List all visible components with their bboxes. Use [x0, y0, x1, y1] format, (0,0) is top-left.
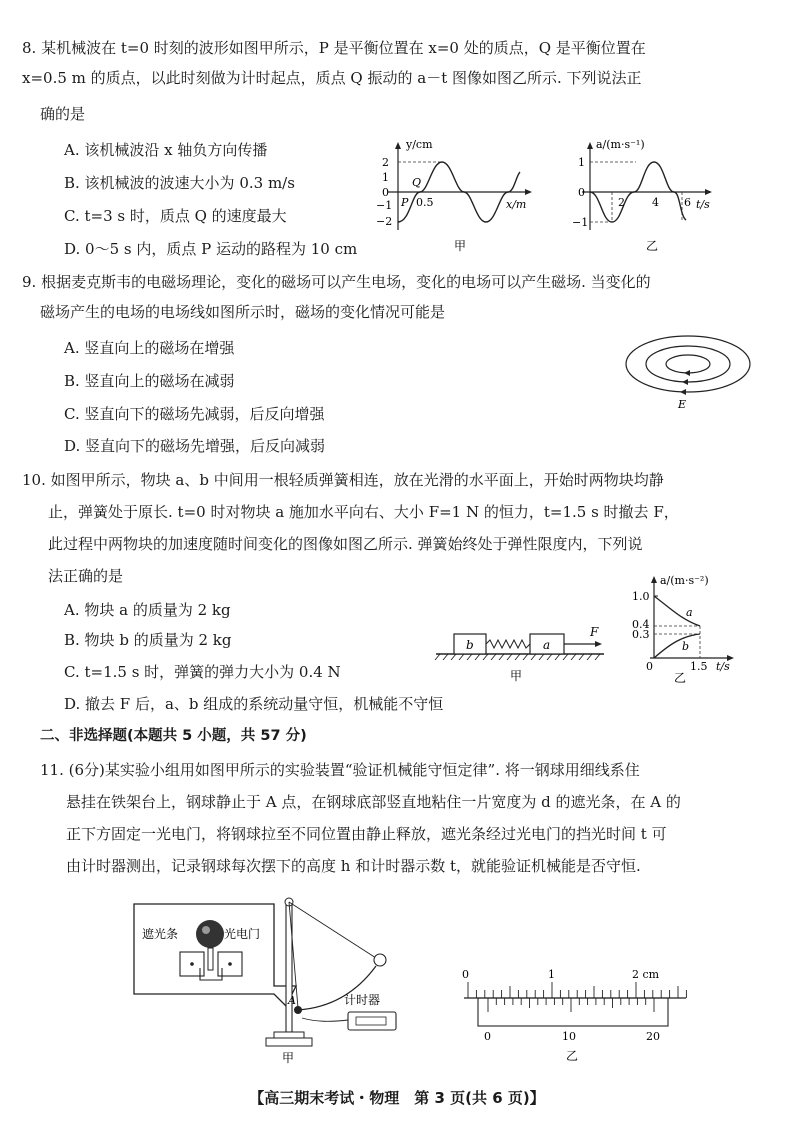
timer-label: 计时器	[344, 993, 381, 1007]
q8-stem-line1: 8. 某机械波在 t=0 时刻的波形如图甲所示，P 是平衡位置在 x=0 处的质点，Q 是平衡位置在	[22, 39, 646, 57]
q8-at-graph	[566, 136, 736, 256]
svg-text:0: 0	[578, 186, 585, 199]
q10-option-c[interactable]: C. t=1.5 s 时，弹簧的弹力大小为 0.4 N	[64, 663, 341, 681]
svg-text:0.5: 0.5	[416, 196, 434, 209]
svg-text:4: 4	[652, 196, 659, 209]
q10-stem-line1: 10. 如图甲所示，物块 a、b 中间用一根轻质弹簧相连，放在光滑的水平面上，开始时两物块均静	[22, 471, 664, 489]
q8-option-c[interactable]: C. t=3 s 时，质点 Q 的速度最大	[64, 207, 287, 225]
q8-wave-xlabel: x/m	[506, 198, 527, 211]
svg-text:1: 1	[578, 156, 585, 169]
block-a-label: a	[543, 638, 551, 652]
q9-field-line-figure	[622, 330, 762, 412]
q10-blocks-caption: 甲	[510, 669, 523, 683]
q11-stem-line4: 由计时器测出，记录钢球每次摆下的高度 h 和计时器示数 t，就能验证机械能是否守恒.	[66, 857, 641, 875]
q8-stem-line3: 确的是	[40, 105, 86, 123]
q11-apparatus-caption: 甲	[282, 1051, 295, 1065]
q11-stem-line1: 11. (6分)某实验小组用如图甲所示的实验装置“验证机械能守恒定律”. 将一钢球用细线系住	[40, 761, 640, 779]
q10-at-xlabel: t/s	[716, 660, 730, 673]
svg-text:−1: −1	[572, 216, 589, 229]
point-q-label: Q	[412, 176, 422, 189]
q9-option-a[interactable]: A. 竖直向上的磁场在增强	[64, 339, 235, 357]
svg-text:−2: −2	[376, 215, 393, 228]
svg-text:1: 1	[382, 171, 389, 184]
q10-at-ylabel: a/(m·s⁻²)	[660, 574, 709, 587]
q9-option-c[interactable]: C. 竖直向下的磁场先减弱，后反向增强	[64, 405, 325, 423]
svg-text:0: 0	[462, 968, 469, 981]
svg-text:0: 0	[484, 1030, 491, 1043]
q8-wave-graph	[368, 136, 538, 256]
svg-text:2: 2	[382, 156, 389, 169]
point-a-label: A	[288, 994, 296, 1007]
q9-stem-line2: 磁场产生的电场的电场线如图所示时，磁场的变化情况可能是	[40, 303, 446, 321]
q9-stem-line1: 9. 根据麦克斯韦的电磁场理论，变化的磁场可以产生电场，变化的电场可以产生磁场. 当变化的	[22, 273, 651, 291]
point-p-label: P	[401, 196, 409, 209]
curve-b-label: b	[682, 640, 690, 653]
q8-at-caption: 乙	[646, 239, 659, 253]
q10-at-graph	[630, 572, 750, 685]
svg-text:6: 6	[684, 196, 691, 209]
svg-text:0.4: 0.4	[632, 618, 650, 631]
svg-text:20: 20	[646, 1030, 660, 1043]
q10-at-caption: 乙	[674, 671, 687, 685]
electric-field-label: E	[678, 398, 687, 411]
photogate-label: 光电门	[224, 927, 261, 941]
q9-option-d[interactable]: D. 竖直向下的磁场先增强，后反向减弱	[64, 437, 326, 455]
svg-text:2: 2	[618, 196, 625, 209]
q8-stem-line2: x=0.5 m 的质点，以此时刻做为计时起点，质点 Q 振动的 a－t 图像如图乙所示. 下列说法正	[22, 69, 642, 87]
q10-stem-line2: 止，弹簧处于原长. t=0 时对物块 a 施加水平向右、大小 F=1 N 的恒力，t=1.5 s 时撤去 F，	[48, 503, 679, 521]
q11-stem-line2: 悬挂在铁架台上，钢球静止于 A 点，在钢球底部竖直地粘住一片宽度为 d 的遮光条，在 A 的	[66, 793, 681, 811]
q11-apparatus-figure	[126, 886, 456, 1066]
svg-text:1.0: 1.0	[632, 590, 650, 603]
force-label: F	[590, 625, 599, 639]
q8-option-d[interactable]: D. 0～5 s 内，质点 P 运动的路程为 10 cm	[64, 240, 358, 258]
page-footer: 【高三期末考试・物理 第 3 页(共 6 页)】	[249, 1089, 545, 1107]
section-2-heading: 二、非选择题(本题共 5 小题，共 57 分)	[40, 728, 307, 744]
q8-wave-ylabel: y/cm	[406, 138, 433, 151]
block-b-label: b	[466, 638, 474, 652]
q11-vernier-figure	[454, 964, 694, 1064]
q10-option-b[interactable]: B. 物块 b 的质量为 2 kg	[64, 631, 232, 649]
q11-vernier-caption: 乙	[566, 1049, 579, 1063]
svg-text:0: 0	[646, 660, 653, 673]
q10-stem-line3: 此过程中两物块的加速度随时间变化的图像如图乙所示. 弹簧始终处于弹性限度内，下列说	[48, 535, 643, 553]
svg-text:0: 0	[382, 186, 389, 199]
q8-at-ylabel: a/(m·s⁻¹)	[596, 138, 645, 151]
q8-option-a[interactable]: A. 该机械波沿 x 轴负方向传播	[64, 141, 268, 159]
svg-text:2 cm: 2 cm	[632, 968, 660, 981]
svg-text:−1: −1	[376, 199, 393, 212]
q9-option-b[interactable]: B. 竖直向上的磁场在减弱	[64, 372, 235, 390]
q10-option-a[interactable]: A. 物块 a 的质量为 2 kg	[64, 601, 231, 619]
curve-a-label: a	[686, 606, 693, 619]
shade-strip-label: 遮光条	[142, 927, 179, 941]
svg-text:10: 10	[562, 1030, 576, 1043]
q10-stem-line4: 法正确的是	[48, 567, 124, 585]
svg-text:1.5: 1.5	[690, 660, 708, 673]
svg-text:0.3: 0.3	[632, 628, 650, 641]
q11-stem-line3: 正下方固定一光电门，将钢球拉至不同位置由静止释放，遮光条经过光电门的挡光时间 t 可	[66, 825, 667, 843]
q8-at-xlabel: t/s	[696, 198, 710, 211]
q10-blocks-figure	[432, 620, 612, 686]
q8-option-b[interactable]: B. 该机械波的波速大小为 0.3 m/s	[64, 174, 295, 192]
svg-text:1: 1	[548, 968, 555, 981]
q10-option-d[interactable]: D. 撤去 F 后，a、b 组成的系统动量守恒，机械能不守恒	[64, 695, 444, 713]
q8-wave-caption: 甲	[454, 239, 467, 253]
